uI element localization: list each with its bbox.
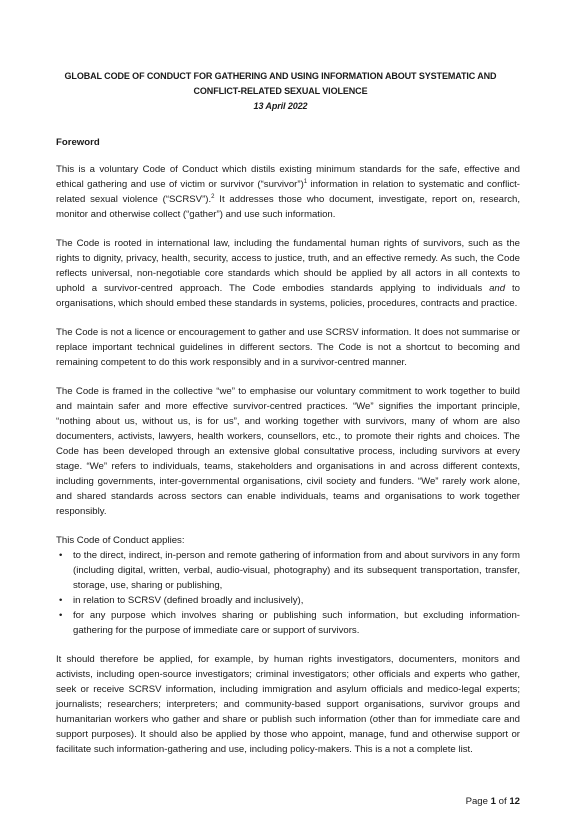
document-date: 13 April 2022 [253,101,308,111]
list-item: • to the direct, indirect, in-person and remote gathering of information from and about survivors in any form (including digital, written, verbal, audio-visual, photography) and its subsequent transportation, transfer, storage, use, sharing or publishing, [73,548,520,593]
paragraph-intro-text-b: information in relation to systematic and conflict-related sexual violence (“SCRSV”). [56,179,520,205]
applies-list [56,548,520,638]
list-item: • for any purpose which involves sharing or publishing such information, but excluding information-gathering for the purpose of immediate care or support of survivors. [73,608,520,638]
paragraph-not-licence: The Code is not a licence or encouragement to gather and use SCRSV information. It does not summarise or replace important technical guidelines in different sectors. The Code is not a shortcut to becoming and remaining competent to do this work responsibly and in a survivor-centred manner. [56,327,520,368]
paragraph-law-text-a: The Code is rooted in international law, including the fundamental human rights of survivors, such as the rights to dignity, privacy, health, security, access to justice, truth, and an effective remedy. As such, the Code reflects universal, non-negotiable core standards which should be applied by all actors in all contexts to uphold a survivor-centred approach. The Code embodies standards applying to individuals [56,238,520,294]
paragraph-intro [56,162,520,222]
footnote-ref-2[interactable]: 2 [211,193,215,200]
title-line-1: GLOBAL CODE OF CONDUCT FOR GATHERING AND USING INFORMATION ABOUT SYSTEMATIC AND [64,71,497,81]
footnote-ref-1[interactable]: 1 [303,178,308,185]
paragraph-collective-we: The Code is framed in the collective “we” to emphasise our voluntary commitment to work together to build and maintain safer and more effective survivor-centred practices. “We” signifies the important principle, “nothing about us, without us, is for us”, and working together with survivors, many of whom are also documenters, activists, lawyers, health workers, counsellors, etc., to promote their rights and choices. The Code has been developed through an extensive global consultative process, including survivors at every stage. “We” refers to individuals, teams, stakeholders and organisations in and across different contexts, including governments, inter-governmental organisations, civil society and funders. “We” rarely work alone, and shared standards across sectors can enable individuals, teams and organisations to work together responsibly. [56,386,520,517]
page-of-label: of [495,796,510,807]
page-number [466,796,520,807]
document-title [40,69,521,114]
paragraph-law-text-b: to organisations, which should embed these standards in systems, policies, procedures, contracts and practice. [56,283,520,309]
paragraph-applied-by: It should therefore be applied, for example, by human rights investigators, documenters, monitors and activists, including open-source investigators; criminal investigators; other officials and experts who gather, seek or receive SCRSV information, including immigration and asylum officials and medico-legal experts; journalists; researchers; interpreters; and community-based support organisations, survivor groups and humanitarian workers who gather and share or publish such information (other than for immediate care and support purposes). It should also be applied by those who appoint, manage, fund and otherwise support or facilitate such information-gathering and use, including policy-makers. This is a not a complete list. [56,654,520,755]
page-current: 1 [490,796,496,807]
section-heading-foreword: Foreword [56,137,100,148]
paragraph-law-emphasis: and [489,283,506,294]
foreword-body [56,162,520,771]
list-item: • in relation to SCRSV (defined broadly and inclusively), [73,593,520,608]
page-label: Page [465,796,491,807]
paragraph-intro-text-a: This is a voluntary Code of Conduct which distils existing minimum standards for the safe, effective and ethical gathering and use of victim or survivor (“survivor”) [56,164,520,190]
title-line-2: CONFLICT-RELATED SEXUAL VIOLENCE [193,86,368,96]
paragraph-international-law [56,236,520,311]
applies-intro: This Code of Conduct applies: [56,535,185,546]
page-total: 12 [509,796,520,807]
paragraph-intro-text-c: It addresses those who document, investigate, report on, research, monitor and otherwise collect (“gather”) and use such information. [56,194,520,220]
